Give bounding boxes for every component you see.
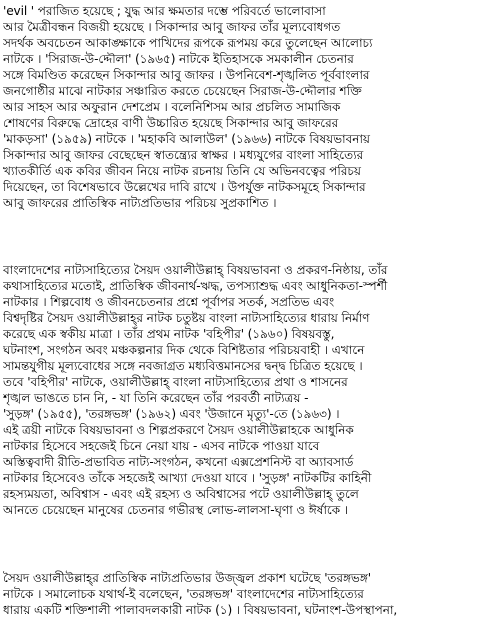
text-line: সদর্থক অবচেতন আকাঙ্ক্ষাকে পাখিদের রূপকে রূপময় করে তুলেছেন আলোচ্য (3, 36, 373, 50)
text-line: সঙ্গে বিমণ্ডিত করেছেন সিকান্দার আবু জাফর । উপনিবেশ-শৃঙ্খলিত পূর্ববাংলার (3, 68, 370, 82)
text-line: শৃঙ্খল ভাঙতে চান নি, - যা তিনি করেছেন তাঁর পরবর্তী নাট্যত্রয় - (3, 391, 309, 405)
text-line: আনতে চেয়েছেন মানুষের চেতনার গভীরস্থ লোভ-লালসা-ঘৃণা ও ঈর্ষাকে । (3, 503, 349, 517)
text-line: জনগোষ্ঠীর মাঝে নাটকার সঞ্চারিত করতে চেয়েছেন সিরাজ-উ-দ্দৌলার শক্তি (3, 84, 362, 98)
text-line: রহস্যময়তা, অবিশ্বাস - এবং এই রহস্য ও অবিশ্বাসের পটে ওয়ালীউল্লাহ্‌ তুলে (3, 487, 359, 501)
text-line: নাটকার হিসেবেও তাঁকে সহজেই আখ্যা দেওয়া যাবে । 'সুড়ঙ্গ' নাটকটির কাহিনী (3, 471, 372, 485)
text-line: 'সুড়ঙ্গ' (১৯৫৫), 'তরঙ্গভঙ্গ' (১৯৬২) এবং 'উজানে মৃত্যু'-তে (১৯৬৩) । (3, 407, 340, 421)
text-line: আর মৈত্রীবন্ধন বিজয়ী হয়েছে । সিকান্দার আবু জাফর তাঁর মূল্যবোধগত (3, 20, 341, 34)
text-line: বিশ্বদৃষ্টির সৈয়দ ওয়ালীউল্লাহ্‌র নাটক চতুষ্টয় বাংলা নাট্যসাহিত্যের ধারায় নির্মাণ (3, 311, 370, 325)
text-line: সামন্তযুগীয় মূল্যবোধের সঙ্গে নবজাগ্রত মধ্যবিত্তমানসের দ্বন্দ্ব চিত্রিত হয়েছে । (3, 359, 363, 373)
text-line: 'মাকড়সা' (১৯৫৯) নাটকে । 'মহাকবি আলাউল' (১৯৬৬) নাটকে বিষয়ভাবনায় (3, 132, 370, 146)
text-line: নাটকে । 'সিরাজ-উ-দ্দৌলা' (১৯৬৫) নাটকে ইতিহাসকে সমকালীন চেতনার (3, 52, 354, 66)
paragraph (3, 262, 480, 518)
text-line: আর সাহস আর অফুরান দেশপ্রেম । বলেনিশিসম আর প্রচলিত সামাজিক (3, 100, 341, 114)
text-line: কথাসাহিত্যের মতোই, প্রাতিস্বিক জীবনার্থ-ঋদ্ধ, তপস্যাশুদ্ধ এবং আধুনিকতা-স্পর্শী (3, 279, 388, 293)
text-line: আবু জাফরের প্রাতিস্বিক নাট্যপ্রতিভার পরিচয় সুপ্রকাশিত । (3, 196, 277, 210)
text-line: ধারায় একটি শক্তিশালী পালাবদলকারী নাটক (১) । বিষয়ভাবনা, ঘটনাংশ-উপস্থাপনা, (3, 603, 398, 617)
text-line: নাটকার । শিল্পবোধ ও জীবনচেতনার প্রশ্নে পূর্বাপর সতর্ক, সপ্রতিভ এবং (3, 295, 335, 309)
text-line: অস্তিত্ববাদী রীতি-প্রভাবিত নাট্য-সংগঠন, কখনো এক্সপ্রেশনিস্ট বা অ্যাবসার্ড (3, 455, 354, 469)
text-line: করেছে এক স্বকীয় মাত্রা । তাঁর প্রথম নাটক 'বহিপীর' (১৯৬০) বিষয়বস্তু, (3, 327, 335, 341)
text-line: এই ত্রয়ী নাটকে বিষয়ভাবনা ও শিল্পপ্রকরণে সৈয়দ ওয়ালীউল্লাহকে আধুনিক (3, 423, 354, 437)
text-line: বাংলাদেশের নাট্যসাহিত্যের সৈয়দ ওয়ালীউল্লাহ্‌ বিষয়ভাবনা ও প্রকরণ-নিষ্ঠায়, তাঁর (3, 263, 388, 277)
text-line: খ্যাতকীর্তি এক কবির জীবন নিয়ে নাটক রচনায় তিনি যে অভিনবত্বের পরিচয় (3, 164, 361, 178)
text-line: তবে 'বহিপীর' নাটকে, ওয়ালীউল্লাহ্‌ বাংলা নাট্যসাহিত্যের প্রথা ও শাসনের (3, 375, 348, 389)
text-line: নাটকার হিসেবে সহজেই চিনে নেয়া যায় - এসব নাটকে পাওয়া যাবে (3, 439, 320, 453)
paragraph (3, 570, 480, 617)
paragraph (3, 3, 480, 211)
text-line: সৈয়দ ওয়ালীউল্লাহ্‌র প্রাতিস্বিক নাট্যপ্রতিভার উজ্জ্বল প্রকাশ ঘটেছে 'তরঙ্গভঙ্গ' (3, 571, 371, 585)
text-line: নাটকে । সমালোচক যথার্থ-ই বলেছেন, 'তরঙ্গভঙ্গ' বাংলাদেশের নাট্যসাহিত্যের (3, 587, 364, 601)
text-line: 'evil ' পরাজিত হয়েছে ; যুদ্ধ আর ক্ষমতার দম্ভে পরিবর্তে ভালোবাসা (3, 4, 326, 18)
text-line: সিকান্দার আবু জাফর বেছেছেন স্বাতন্ত্র্যের স্বাক্ষর । মধ্যযুগের বাংলা সাহিত্যের (3, 148, 364, 162)
text-line: ঘটনাংশ, সংগঠন অবং মঞ্চকল্পনার দিক থেকে বিশিষ্টতার পরিচয়বাহী । এখানে (3, 343, 365, 357)
text-line: শোষণের বিরুদ্ধে দ্রোহের বাণী উচ্চারিত হয়েছে সিকান্দার আবু জাফরের (3, 116, 339, 130)
text-line: দিয়েছেন, তা বিশেষভাবে উল্লেখের দাবি রাখে । উপর্যুক্ত নাটকসমূহে সিকান্দার (3, 180, 366, 194)
